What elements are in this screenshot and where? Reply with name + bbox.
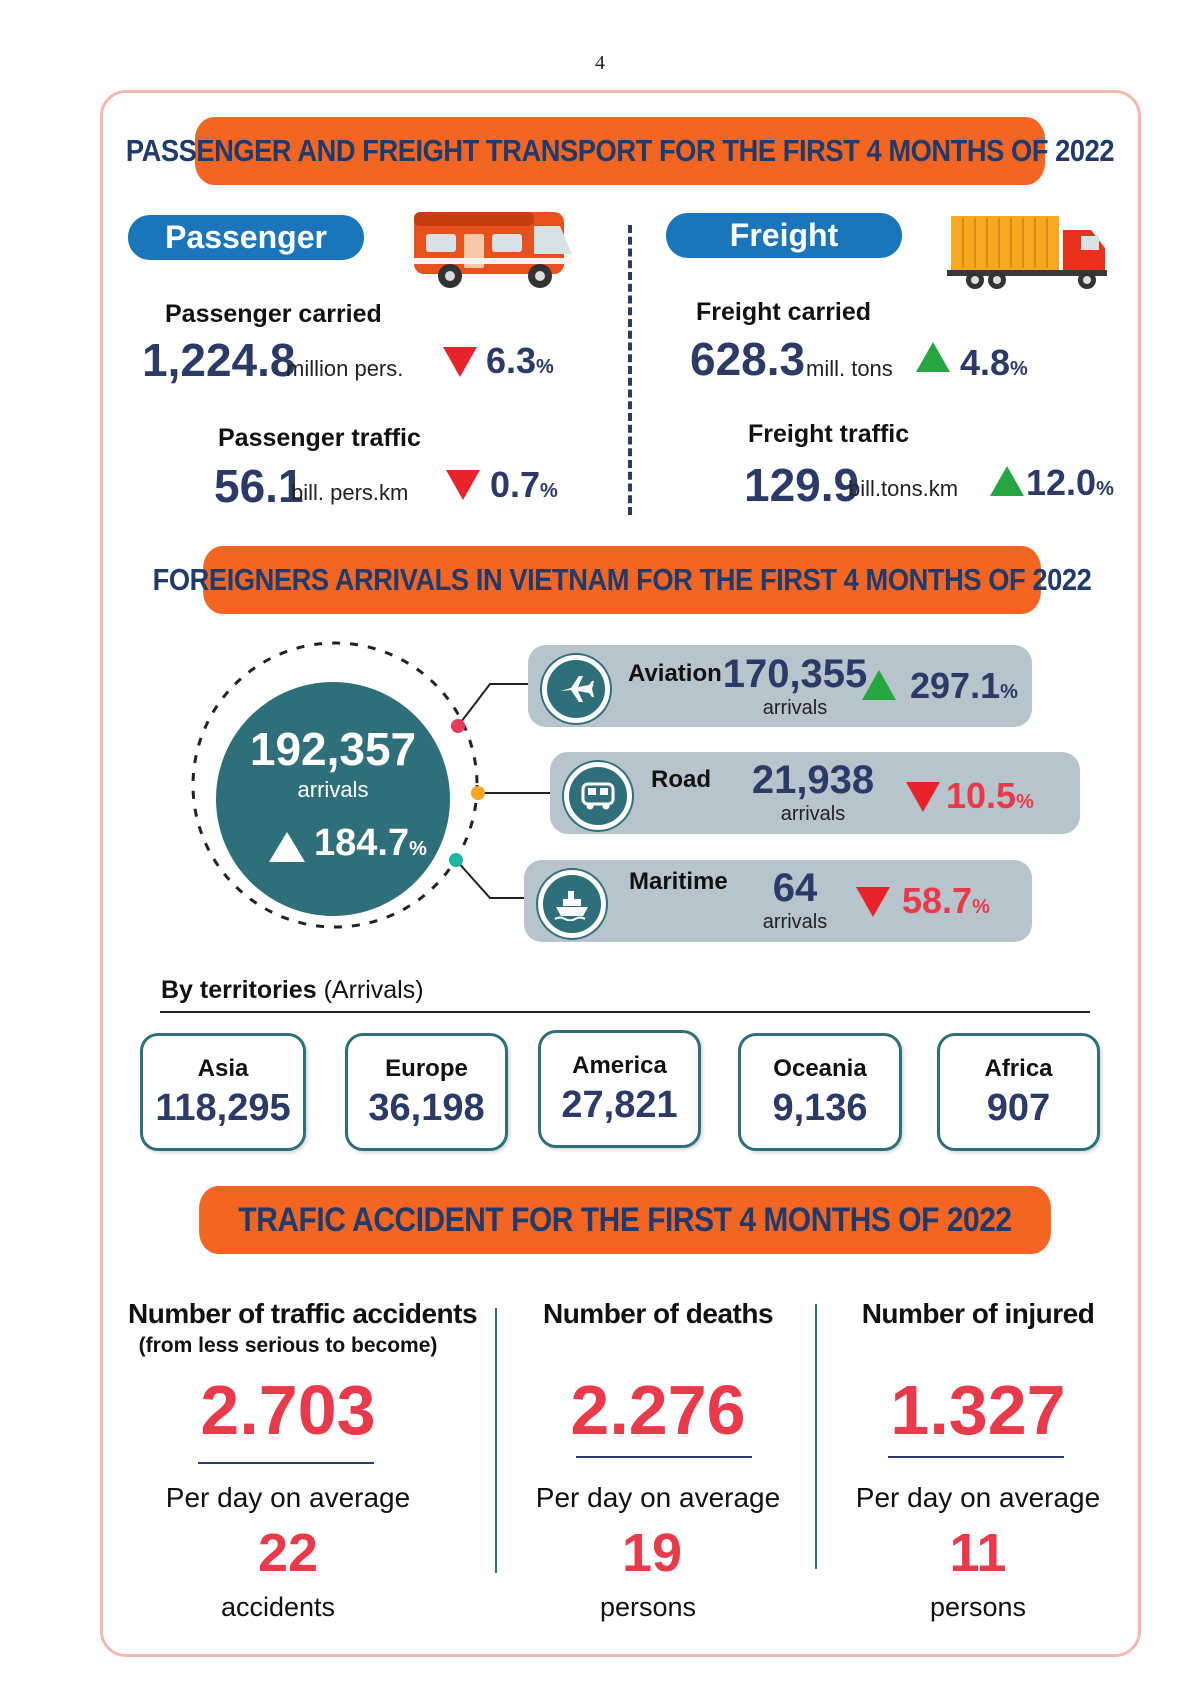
injured-per-day-label: Per day on average <box>855 1482 1101 1513</box>
injured-rule <box>888 1456 1064 1458</box>
passenger-traffic-label: Passenger traffic <box>218 424 421 452</box>
territory-value: 118,295 <box>155 1086 291 1129</box>
freight-traffic-value: 129.9 <box>744 459 860 511</box>
airplane-icon <box>542 655 610 723</box>
deaths-heading: Number of deaths <box>542 1298 774 1329</box>
up-arrow-icon <box>862 670 896 700</box>
maritime-label: Maritime <box>629 868 728 895</box>
accidents-count-rule <box>198 1462 374 1464</box>
freight-carried-value: 628.3 <box>690 333 806 385</box>
freight-traffic-unit: bill.tons.km <box>848 476 959 501</box>
maritime-change: 58.7% <box>902 880 990 921</box>
aviation-value: 170,355 <box>722 652 868 696</box>
aviation-unit: arrivals <box>762 697 828 719</box>
accidents-per-day-value: 22 <box>257 1523 319 1583</box>
deaths-per-day-unit: persons <box>599 1592 697 1622</box>
freight-pill: Freight <box>666 213 902 258</box>
injured-heading: Number of injured <box>861 1298 1095 1329</box>
total-arrivals-unit: arrivals <box>297 777 369 802</box>
territory-card-africa <box>937 1033 1100 1151</box>
accidents-count-value: 2.703 <box>200 1371 376 1449</box>
down-arrow-icon <box>856 887 890 917</box>
passenger-traffic-change: 0.7% <box>490 464 558 505</box>
road-unit: arrivals <box>780 803 846 825</box>
camper-van-icon <box>410 206 578 294</box>
passenger-carried-label: Passenger carried <box>165 300 382 328</box>
maritime-value: 64 <box>772 866 818 910</box>
accidents-count-subheading: (from less serious to become) <box>138 1334 438 1357</box>
freight-carried-change: 4.8% <box>960 342 1028 383</box>
territory-name: Europe <box>385 1054 468 1082</box>
territory-name: Africa <box>984 1054 1053 1082</box>
total-arrivals-change: 184.7% <box>314 822 427 864</box>
arrivals-banner: FOREIGNERS ARRIVALS IN VIETNAM FOR THE FIRST 4 MONTHS OF 2022 <box>203 546 1041 614</box>
aviation-change: 297.1% <box>910 665 1018 706</box>
injured-per-day-value: 11 <box>949 1523 1007 1583</box>
bus-icon <box>564 762 632 830</box>
passenger-traffic-unit: bill. pers.km <box>291 480 409 505</box>
territory-card-oceania <box>738 1033 902 1151</box>
accidents-per-day-unit: accidents <box>220 1592 336 1622</box>
accidents-banner: TRAFIC ACCIDENT FOR THE FIRST 4 MONTHS OF 2022 <box>199 1186 1051 1254</box>
road-value: 21,938 <box>751 758 875 802</box>
up-arrow-icon <box>916 342 950 372</box>
territory-card-asia <box>140 1033 306 1151</box>
up-arrow-icon <box>990 466 1024 496</box>
deaths-value: 2.276 <box>570 1371 746 1449</box>
aviation-label: Aviation <box>628 660 722 687</box>
road-change: 10.5% <box>946 775 1034 816</box>
page-number: 4 <box>595 52 605 74</box>
injured-per-day-unit: persons <box>929 1592 1027 1622</box>
territory-name: Asia <box>197 1054 249 1082</box>
road-label: Road <box>651 766 711 793</box>
territory-value: 27,821 <box>561 1083 678 1126</box>
deaths-per-day-label: Per day on average <box>535 1482 781 1513</box>
territory-name: America <box>572 1051 667 1079</box>
territory-value: 9,136 <box>772 1086 868 1129</box>
down-arrow-icon <box>446 470 480 500</box>
freight-carried-label: Freight carried <box>696 298 872 326</box>
total-arrivals-value: 192,357 <box>249 723 417 775</box>
freight-traffic-change: 12.0% <box>1026 462 1114 503</box>
maritime-unit: arrivals <box>762 911 828 933</box>
section-divider <box>628 225 632 515</box>
passenger-carried-change: 6.3% <box>486 340 554 381</box>
accidents-per-day-label: Per day on average <box>165 1482 411 1513</box>
freight-traffic-label: Freight traffic <box>748 420 910 448</box>
transport-banner: PASSENGER AND FREIGHT TRANSPORT FOR THE FIRST 4 MONTHS OF 2022 <box>195 117 1045 185</box>
freight-carried-unit: mill. tons <box>806 356 893 381</box>
passenger-pill: Passenger <box>128 215 364 260</box>
up-arrow-icon <box>269 832 305 862</box>
deaths-rule <box>576 1456 752 1458</box>
territories-rule <box>160 1011 1090 1013</box>
territory-card-america <box>538 1030 701 1148</box>
accidents-count-heading: Number of traffic accidents <box>128 1298 478 1329</box>
territory-name: Oceania <box>773 1054 867 1082</box>
passenger-carried-value: 1,224.8 <box>142 334 296 386</box>
down-arrow-icon <box>906 782 940 812</box>
truck-icon <box>945 212 1113 294</box>
territories-title: By territories (Arrivals) <box>161 976 424 1004</box>
down-arrow-icon <box>443 347 477 377</box>
territory-value: 36,198 <box>368 1086 485 1129</box>
passenger-carried-unit: million pers. <box>286 356 404 381</box>
ship-icon <box>538 870 606 938</box>
column-divider <box>815 1304 817 1569</box>
territory-card-europe <box>345 1033 508 1151</box>
deaths-per-day-value: 19 <box>621 1523 683 1583</box>
injured-value: 1.327 <box>890 1371 1066 1449</box>
territory-value: 907 <box>986 1086 1051 1129</box>
passenger-traffic-value: 56.1 <box>214 460 304 512</box>
